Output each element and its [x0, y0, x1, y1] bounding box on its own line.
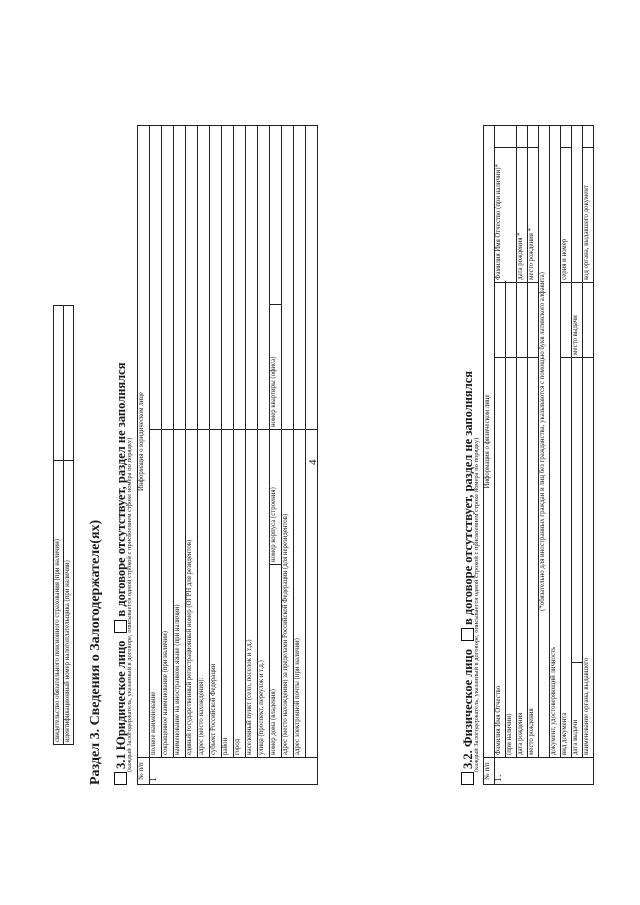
- table-header-row: [138, 126, 150, 785]
- legal-city: город: [234, 430, 246, 758]
- legal-region: субъект Российской Федерации: [210, 430, 222, 758]
- value-cell[interactable]: [258, 126, 270, 430]
- value-cell[interactable]: [528, 282, 539, 357]
- value-cell[interactable]: [495, 126, 517, 148]
- table-row: [517, 126, 528, 785]
- legal-apartment: номер квартиры (офиса): [270, 305, 282, 430]
- value-cell[interactable]: [517, 282, 528, 357]
- series-label: серия и номер: [561, 147, 572, 282]
- issue-date-label: дата выдачи: [572, 663, 583, 758]
- individual-checkbox[interactable]: [461, 772, 474, 785]
- col-num-header: № п/п: [484, 758, 495, 785]
- value-cell[interactable]: [583, 126, 594, 148]
- value-cell[interactable]: [294, 126, 306, 430]
- table-row: [270, 126, 282, 785]
- table-header-row: [484, 126, 495, 785]
- table-row: [495, 126, 506, 785]
- legal-full-name: полное наименование: [150, 430, 162, 758]
- legal-table: [137, 125, 318, 785]
- fio-latin-label: Фамилия Имя Отчество (при наличии)*: [495, 147, 517, 282]
- legal-absent-label: в договоре отсутствует, раздел не заполнялся: [114, 362, 128, 617]
- value-cell[interactable]: [246, 126, 258, 430]
- col-info-header: Информация о юридическом лице: [138, 126, 150, 758]
- value-cell[interactable]: [306, 126, 318, 430]
- foreign-note: (*обязательно для иностранных граждан и лиц без гражданства, указываются с помощью букв латинского алфавита): [539, 126, 550, 758]
- value-cell[interactable]: [572, 357, 583, 662]
- value-cell[interactable]: [222, 126, 234, 430]
- value-cell[interactable]: [506, 282, 517, 357]
- id-doc-label: документ, удостоверяющий личность: [550, 126, 561, 758]
- table-row: [198, 126, 210, 785]
- table-row: [186, 126, 198, 785]
- legal-street: улица (проспект, переулок и т.д.): [258, 430, 270, 758]
- legal-heading: 3.1 Юридическое лицо: [114, 640, 128, 769]
- individual-heading: 3.2. Физическое лицо: [461, 649, 475, 769]
- legal-foreign-address: адрес (место нахождения) за пределами Российской Федерации (для нерезидентов): [282, 430, 294, 758]
- top-row-pension: свидетельство обязательного пенсионного страхования (при наличии): [54, 461, 64, 745]
- value-cell[interactable]: [174, 126, 186, 430]
- issuer-label: наименование органа, выдавшего: [583, 357, 594, 757]
- value-cell[interactable]: [234, 126, 246, 430]
- pob-latin-label: место рождения *: [528, 147, 539, 282]
- section3-title: Раздел 3. Сведения о Залогодержателе(ях): [88, 519, 103, 785]
- legal-note: (каждый Залогодержатель, указанный в договоре, описывается одной строкой с присвоением строке номера по порядку): [126, 437, 133, 772]
- individual-table: [483, 125, 594, 785]
- value-cell[interactable]: [561, 126, 572, 148]
- legal-house: номер дома (владения): [270, 565, 282, 758]
- pob-label: место рождения: [528, 357, 539, 757]
- value-cell[interactable]: [198, 126, 210, 430]
- legal-person-checkbox[interactable]: [114, 772, 127, 785]
- value-cell[interactable]: [528, 126, 539, 148]
- value-cell[interactable]: [495, 282, 506, 357]
- fio-opt-label: (при наличии): [506, 357, 517, 757]
- table-row: [282, 126, 294, 785]
- table-row: [150, 126, 162, 785]
- row-number: 1: [150, 758, 318, 785]
- value-cell[interactable]: [583, 282, 594, 357]
- legal-short-name: сокращенное наименование (при наличии): [162, 430, 174, 758]
- fio-label: Фамилия Имя Отчество: [495, 357, 506, 757]
- value-cell[interactable]: [64, 306, 74, 461]
- table-row: [294, 126, 306, 785]
- table-row: [528, 126, 539, 785]
- row-number: 1.: [495, 758, 594, 785]
- legal-corpus: номер корпуса (строения): [270, 430, 282, 565]
- issue-place-label: место выдачи: [572, 282, 583, 357]
- value-cell[interactable]: [572, 126, 583, 283]
- legal-ogrn: единый государственный регистрационный номер (ОГРН для резидентов): [186, 430, 198, 758]
- col-num-header: № п/п: [138, 758, 150, 785]
- legal-foreign-name: наименование на иностранном языке (при наличии): [174, 430, 186, 758]
- legal-email: адрес электронной почты (при наличии): [294, 430, 306, 758]
- value-cell[interactable]: [270, 126, 282, 305]
- individual-absent-label: в договоре отсутствует, раздел не заполнялся: [461, 370, 475, 626]
- value-cell[interactable]: [561, 282, 572, 357]
- page-number: 4: [307, 459, 319, 465]
- table-row: [306, 126, 318, 785]
- individual-note: (каждый Залогодержатель, указанный в договоре, описывается одной строкой с присвоением строке номера по порядку): [473, 437, 480, 772]
- table-row: [210, 126, 222, 785]
- table-row: [162, 126, 174, 785]
- doc-type-label: вид документа: [561, 357, 572, 757]
- dob-label: дата рождения: [517, 357, 528, 757]
- value-cell[interactable]: [210, 126, 222, 430]
- top-row-inn: идентификационный номер налогоплательщика (при наличии): [64, 461, 74, 745]
- table-row: [258, 126, 270, 785]
- legal-blank: [306, 430, 318, 758]
- value-cell[interactable]: [282, 126, 294, 430]
- table-row: [64, 306, 74, 745]
- table-row: [246, 126, 258, 785]
- table-row: [583, 126, 594, 785]
- table-row: [572, 126, 583, 785]
- top-table: [53, 305, 74, 745]
- table-row: [550, 126, 561, 785]
- table-row: [54, 306, 64, 745]
- table-row: [539, 126, 550, 785]
- legal-address: адрес (место нахождения):: [198, 430, 210, 758]
- table-row: [561, 126, 572, 785]
- col-info-header: Информация о физическом лице: [484, 126, 495, 758]
- value-cell[interactable]: [517, 126, 528, 148]
- legal-district: район: [222, 430, 234, 758]
- value-cell[interactable]: [186, 126, 198, 430]
- issuer-code-label: код органа, выдавшего документ: [583, 147, 594, 282]
- dob-latin-label: дата рождения *: [517, 147, 528, 282]
- value-cell[interactable]: [54, 306, 64, 461]
- table-row: [222, 126, 234, 785]
- value-cell[interactable]: [150, 126, 162, 430]
- table-row: [174, 126, 186, 785]
- value-cell[interactable]: [162, 126, 174, 430]
- legal-settlement: населенный пункт (село, поселок и т.д.): [246, 430, 258, 758]
- table-row: [234, 126, 246, 785]
